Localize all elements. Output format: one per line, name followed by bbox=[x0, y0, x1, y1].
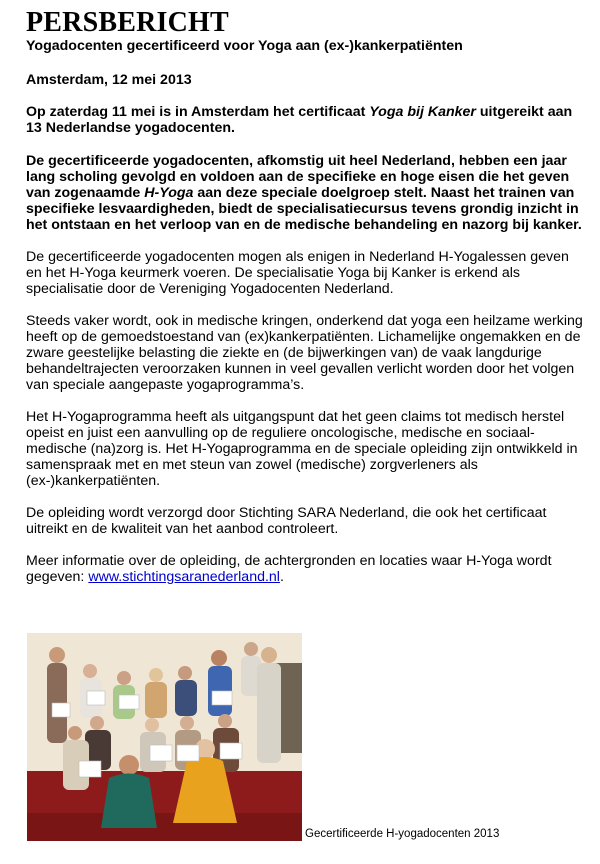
intro-text-1: Op zaterdag 11 mei is in Amsterdam het certificaat bbox=[26, 104, 370, 120]
body-paragraph-1: De gecertificeerde yogadocenten mogen als enigen in Nederland H-Yogalessen geven en het H-Yoga keurmerk voeren. De specialisatie Yoga bij Kanker is erkend als specialisatie door de Vereniging Yogadocenten Nederland. bbox=[26, 249, 569, 297]
body-paragraph-4: De opleiding wordt verzorgd door Stichting SARA Nederland, die ook het certificaat uitreikt en de kwaliteit van het aanbod controleert. bbox=[26, 505, 547, 537]
intro-text-2: uitgereikt aan 13 Nederlandse yogadocenten. bbox=[26, 104, 573, 136]
intro-paragraph bbox=[26, 104, 586, 136]
document-subtitle: Yogadocenten gecertificeerd voor Yoga aan (ex-)kankerpatiënten bbox=[26, 38, 463, 54]
lead-text-2: aan deze speciale doelgroep stelt. Naast het trainen van specifieke lesvaardigheden, biedt de specialisatiecursus tevens grondig inzicht in het ontstaan en het verloop van en de medische behandeling en nazorg bij kanker. bbox=[26, 185, 582, 233]
more-info-paragraph bbox=[26, 553, 586, 585]
body-paragraph-3: Het H-Yogaprogramma heeft als uitgangspunt dat het geen claims tot medisch herstel opeist en juist een aanvulling op de reguliere oncologische, medische en sociaal-medische (na)zorg is. Het H-Yogaprogramma en de speciale opleiding zijn ontwikkeld in samenspraak met en met steun van zowel (medische) zorgverleners als (ex-)kankerpatiënten. bbox=[26, 409, 578, 489]
website-link[interactable]: www.stichtingsaranederland.nl bbox=[88, 569, 280, 585]
photo-caption: Gecertificeerde H-yogadocenten 2013 bbox=[305, 828, 500, 840]
lead-text-1: De gecertificeerde yogadocenten, afkomstig uit heel Nederland, hebben een jaar lang scholing gevolgd en voldoen aan de specifieke en hoge eisen die het geven van zogenaamde bbox=[26, 153, 570, 201]
more-info-end: . bbox=[279, 569, 284, 585]
dateline: Amsterdam, 12 mei 2013 bbox=[26, 72, 192, 88]
group-photo-image bbox=[27, 633, 302, 841]
intro-emphasis: Yoga bij Kanker bbox=[369, 104, 476, 120]
lead-emphasis: H-Yoga bbox=[144, 185, 194, 201]
press-release bbox=[26, 8, 586, 585]
body-paragraph-2: Steeds vaker wordt, ook in medische kringen, onderkend dat yoga een heilzame werking heeft op de gemoedstoestand van (ex)kankerpatiënten. Lichamelijke ongemakken en de zware geestelijke belasting die ziekte en (de bijwerkingen van) de vaak langdurige behandeltrajecten veroorzaken kunnen in veel gevallen verlicht worden door het volgen van speciale aangepaste yogaprogramma’s. bbox=[26, 313, 583, 393]
document-title: PERSBERICHT bbox=[26, 7, 229, 38]
group-photo bbox=[27, 633, 302, 841]
more-info-text: Meer informatie over de opleiding, de achtergronden en locaties waar H-Yoga wordt gegeven: bbox=[26, 553, 552, 585]
lead-paragraph bbox=[26, 153, 586, 233]
